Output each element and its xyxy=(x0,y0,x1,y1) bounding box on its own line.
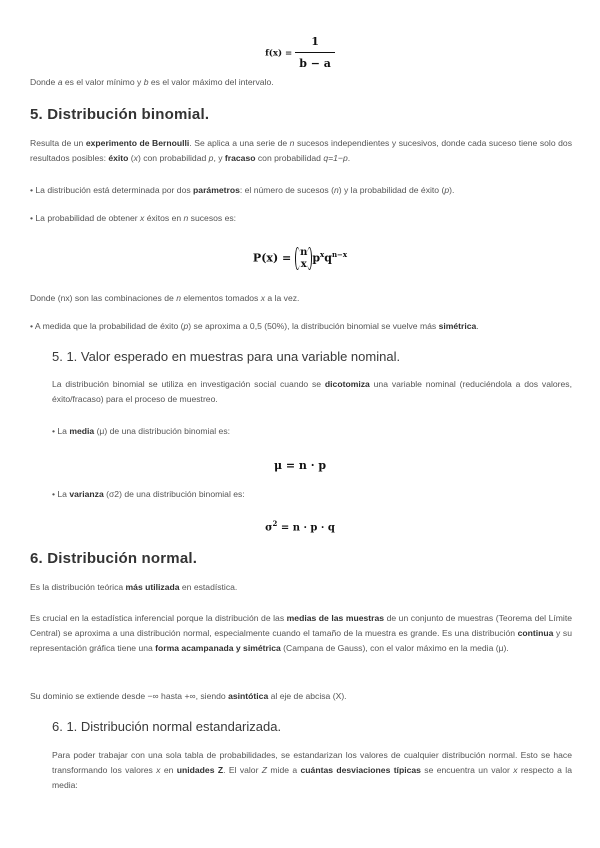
uniform-note: Donde a es el valor mínimo y b es el valor máximo del intervalo. xyxy=(30,77,274,87)
variance-intro: • La varianza (σ2) de una distribución binomial es: xyxy=(52,489,245,499)
section-5-1-heading: 5. 1. Valor esperado en muestras para una variable nominal. xyxy=(52,349,401,364)
fraction-denominator: b − a xyxy=(299,57,331,71)
normal-paragraph-2: Es crucial en la estadística inferencial porque la distribución de las medias de las muestras de un conjunto de muestras (Teorema del Límite Central) se aproxima a una distribución normal, especialmente cuando el tamaño de la muestra es grande. Es una distribución continua y su representación gráfica tiene una forma acampanada y simétrica (Campana de Gauss), con el valor máximo en la media (μ). xyxy=(30,613,572,654)
binomial-probability-intro: • La probabilidad de obtener x éxitos en n sucesos es: xyxy=(30,213,237,223)
binomial-symmetry: • A medida que la probabilidad de éxito (p) se aproxima a 0,5 (50%), la distribución binomial se vuelve más simétrica. xyxy=(30,321,479,331)
variance-formula: $\sigma^2 = n \cdot p \cdot q$ xyxy=(265,519,335,534)
section-6-1-heading: 6. 1. Distribución normal estandarizada. xyxy=(52,719,282,734)
normal-paragraph-1: Es la distribución teórica más utilizada en estadística. xyxy=(30,582,238,592)
fraction-numerator: 1 xyxy=(295,32,335,53)
combinations-note: Donde (nx) son las combinaciones de n elementos tomados x a la vez. xyxy=(30,293,300,303)
formula-lhs: f(x) = xyxy=(265,48,293,59)
binomial-paragraph-1: Resulta de un experimento de Bernoulli. Se aplica a una serie de n sucesos independientes y sucesivos, donde cada suceso tiene solo dos resultados posibles: éxito (x) con probabilidad p, y fracaso con probabilidad q=1−p. xyxy=(30,138,573,164)
binomial-parameters: • La distribución está determinada por dos parámetros: el número de sucesos (n) y la probabilidad de éxito (p). xyxy=(30,185,455,195)
fraction xyxy=(295,32,335,74)
uniform-density-formula xyxy=(0,32,600,74)
nominal-variable-paragraph: La distribución binomial se utiliza en investigación social cuando se dicotomiza una variable nominal (reduciéndola a dos valores, éxito/fracaso) para el proceso de muestreo. xyxy=(52,379,572,405)
section-5-heading: 5. Distribución binomial. xyxy=(30,106,210,123)
standardization-paragraph: Para poder trabajar con una sola tabla de probabilidades, se estandarizan los valores de cualquier distribución normal. Esto se hace transformando los valores x en unidades Z. El valor Z mide a cuántas desviaciones típicas se encuentra un valor x respecto a la media: xyxy=(52,750,572,791)
binomial-coefficient: n x xyxy=(295,247,312,270)
normal-domain-paragraph: Su dominio se extiende desde −∞ hasta +∞, siendo asintótica al eje de abcisa (X). xyxy=(30,691,347,701)
binomial-formula: P(x) = n x $p^xq^{n-x}$ xyxy=(252,247,348,270)
section-6-heading: 6. Distribución normal. xyxy=(30,550,198,567)
mean-intro: • La media (μ) de una distribución binomial es: xyxy=(52,426,231,436)
mean-formula: μ = n · p xyxy=(273,459,327,472)
